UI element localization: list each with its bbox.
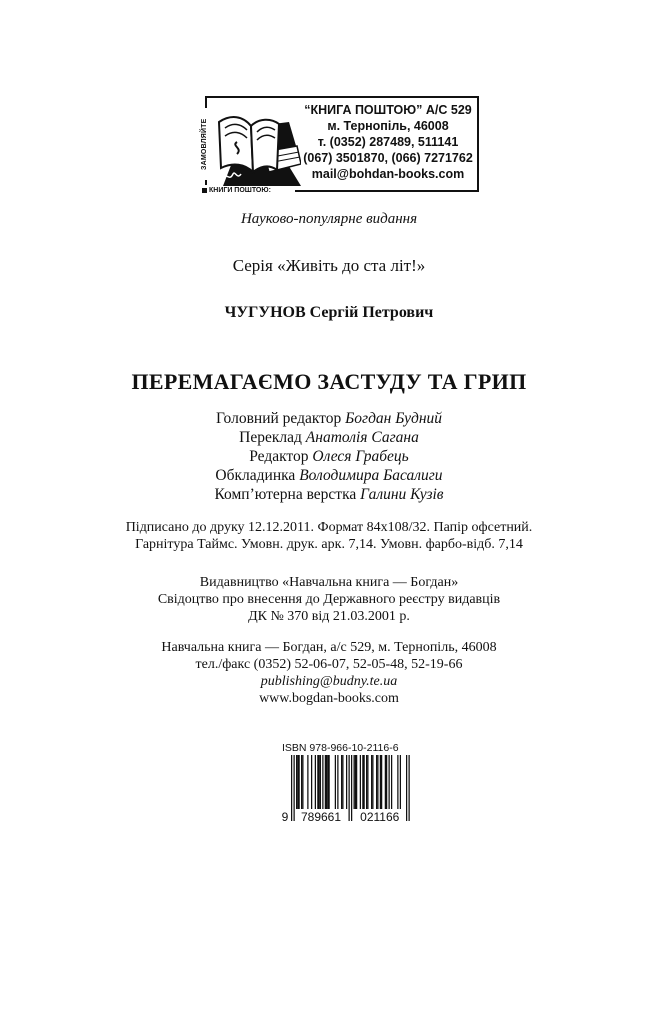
open-book-icon	[213, 112, 301, 186]
ad-contact-text	[298, 102, 478, 182]
publisher-certificate: Свідоцтво про внесення до Державного реєстру видавців	[157, 592, 501, 607]
credit-person: Богдан Будний	[345, 410, 443, 427]
series-kind: Науково-популярне видання	[240, 211, 418, 227]
svg-text:9: 9	[281, 810, 289, 823]
ad-line-city: м. Тернопіль, 46008	[327, 119, 449, 133]
credit-row	[0, 447, 658, 466]
publisher-name: Видавництво «Навчальна книга — Богдан»	[199, 575, 459, 590]
credit-person: Володимира Басалиги	[299, 467, 443, 484]
credit-person: Анатолія Сагана	[305, 429, 419, 446]
credit-role: Комп’ютерна верстка	[214, 486, 357, 503]
contact-website: www.bogdan-books.com	[259, 691, 399, 706]
isbn-label: ISBN 978-966-10-2116-6	[282, 742, 399, 754]
square-bullet-icon	[202, 188, 207, 193]
credit-row	[0, 428, 658, 447]
contact-phone: тел./факс (0352) 52-06-07, 52-05-48, 52-19-66	[195, 657, 463, 672]
series-name: Серія «Живіть до ста літ!»	[232, 256, 426, 275]
credit-person: Галини Кузів	[360, 486, 444, 503]
ad-footer-label	[202, 185, 273, 195]
credit-role: Головний редактор	[215, 410, 342, 427]
credit-row	[0, 466, 658, 485]
credit-row	[0, 485, 658, 504]
ad-line-title: “КНИГА ПОШТОЮ” А/С 529	[304, 103, 472, 117]
barcode	[280, 755, 410, 823]
print-info-line: Гарнітура Таймс. Умовн. друк. арк. 7,14. Умовн. фарбо-відб. 7,14	[135, 537, 523, 552]
author-name: ЧУГУНОВ Сергій Петрович	[224, 304, 434, 321]
ad-line-email: mail@bohdan-books.com	[311, 167, 465, 181]
print-info	[0, 519, 658, 553]
credit-role: Обкладинка	[215, 467, 296, 484]
credit-row	[0, 409, 658, 428]
publisher-info	[0, 574, 658, 625]
contact-email: publishing@budny.te.ua	[260, 674, 398, 689]
ad-vertical-label: ЗАМОВЛЯЙТЕ	[201, 108, 211, 180]
ad-footer-text: КНИГИ ПОШТОЮ:	[209, 186, 271, 194]
book-title: ПЕРЕМАГАЄМО ЗАСТУДУ ТА ГРИП	[131, 369, 527, 394]
credits-block	[0, 409, 658, 504]
ad-line-mobile: (067) 3501870, (066) 7271762	[303, 151, 473, 165]
credit-role: Редактор	[249, 448, 309, 465]
ad-line-phone: т. (0352) 287489, 511141	[317, 135, 459, 149]
publisher-contacts	[0, 639, 658, 707]
contact-address: Навчальна книга — Богдан, а/с 529, м. Тернопіль, 46008	[161, 640, 497, 655]
credit-role: Переклад	[239, 429, 302, 446]
print-info-line: Підписано до друку 12.12.2011. Формат 84x108/32. Папір офсетний.	[125, 520, 533, 535]
publisher-registration: ДК № 370 від 21.03.2001 р.	[248, 609, 410, 624]
credit-person: Олеся Грабець	[312, 448, 409, 465]
svg-text:021166: 021166	[360, 810, 400, 823]
svg-text:789661: 789661	[300, 810, 342, 823]
